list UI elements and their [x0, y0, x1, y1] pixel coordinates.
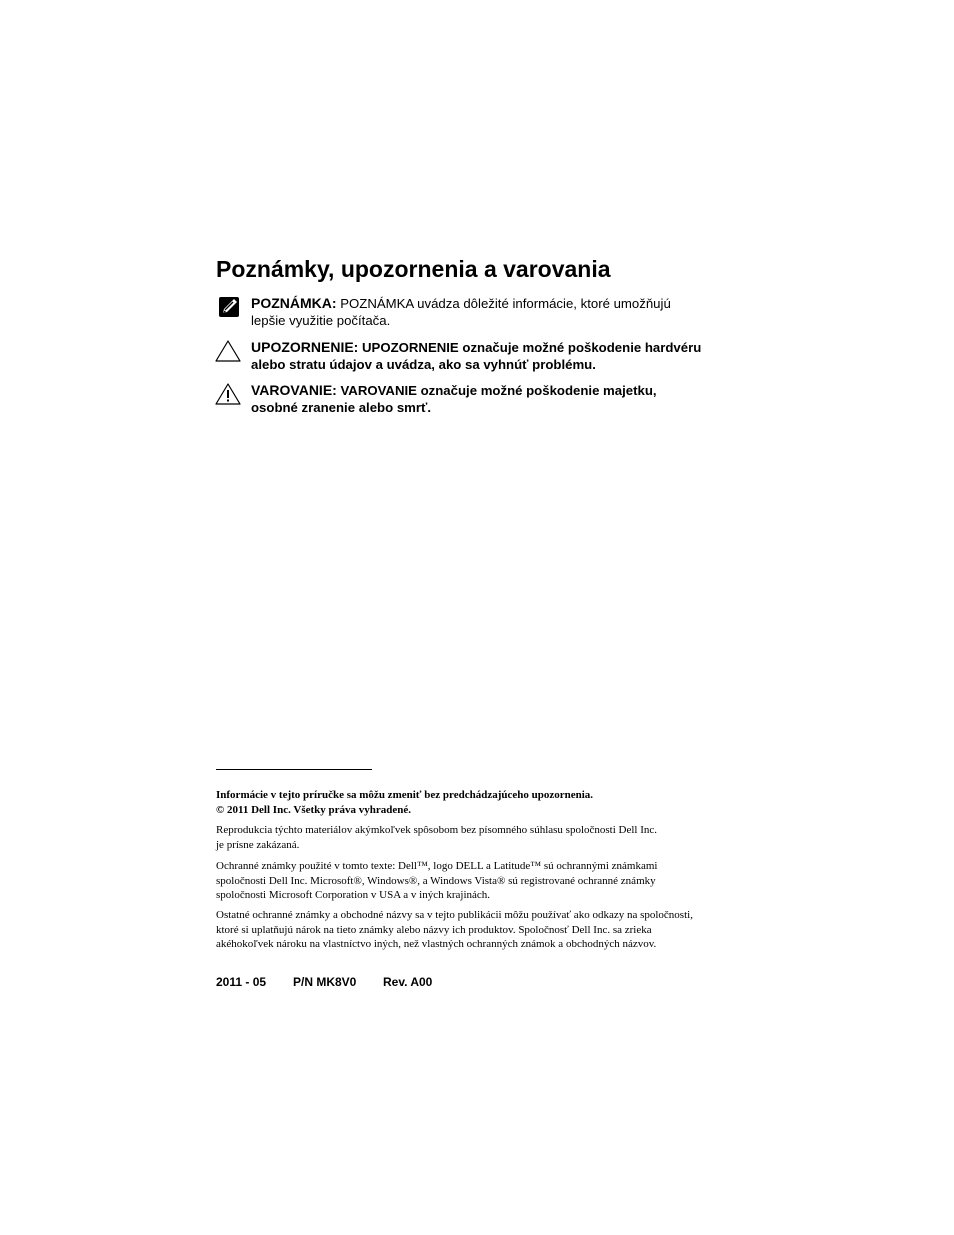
caution-text-line2: alebo stratu údajov a uvádza, ako sa vyhnúť problému. — [251, 357, 596, 372]
legal-line: spoločnosti Microsoft Corporation v USA a v iných krajinách. — [216, 889, 491, 901]
legal-line: Informácie v tejto príručke sa môžu zmeniť bez predchádzajúceho upozornenia. — [216, 789, 594, 801]
legal-line: ktoré si uplatňujú nárok na tieto známky alebo názvy ich produktov. Spoločnosť Dell Inc. sa zrieka — [216, 923, 652, 936]
document-footer — [216, 975, 432, 989]
legal-line: akéhokoľvek nároku na vlastníctvo iných, než vlastných ochranných známok a obchodných názvov. — [216, 938, 657, 950]
warning-label: VAROVANIE: — [251, 382, 337, 398]
note-text-line1: POZNÁMKA uvádza dôležité informácie, ktoré umožňujú — [336, 296, 671, 311]
warning-exclamation-icon — [214, 382, 242, 406]
legal-line: Ochranné známky použité v tomto texte: Dell™, logo DELL a Latitude™ sú ochrannými známkami — [216, 860, 658, 872]
warning-text-line2: osobné zranenie alebo smrť. — [251, 400, 432, 415]
caution-text-line1: UPOZORNENIE označuje možné poškodenie hardvéru — [358, 340, 702, 355]
trademarks-paragraph — [216, 859, 746, 903]
legal-line: © 2011 Dell Inc. Všetky práva vyhradené. — [216, 803, 412, 816]
pencil-note-icon — [214, 295, 242, 319]
warning-text-line1: VAROVANIE označuje možné poškodenie majetku, — [336, 383, 657, 398]
footnote-divider — [216, 769, 372, 770]
legal-line: je prísne zakázaná. — [216, 838, 300, 851]
footer-revision: Rev. A00 — [383, 975, 433, 989]
legal-line: Reprodukcia týchto materiálov akýmkoľvek spôsobom bez písomného súhlasu spoločnosti Dell Inc. — [216, 824, 658, 836]
footer-date: 2011 - 05 — [216, 975, 267, 989]
other-trademarks-paragraph — [216, 908, 746, 952]
caution-label: UPOZORNENIE: — [251, 339, 359, 355]
note-text-line2: lepšie využitie počítača. — [251, 313, 391, 328]
caution-triangle-icon — [214, 339, 242, 363]
legal-line: spoločnosti Dell Inc. Microsoft®, Windows®, a Windows Vista® sú registrované ochranné známky — [216, 874, 656, 887]
legal-line: Ostatné ochranné známky a obchodné názvy sa v tejto publikácii môžu používať ako odkazy na spoločnosti, — [216, 909, 693, 921]
footer-part-number: P/N MK8V0 — [293, 975, 357, 989]
reproduction-paragraph — [216, 823, 746, 852]
note-label: POZNÁMKA: — [251, 295, 337, 311]
page-title: Poznámky, upozornenia a varovania — [216, 256, 611, 282]
legal-notice-paragraph — [216, 788, 746, 817]
